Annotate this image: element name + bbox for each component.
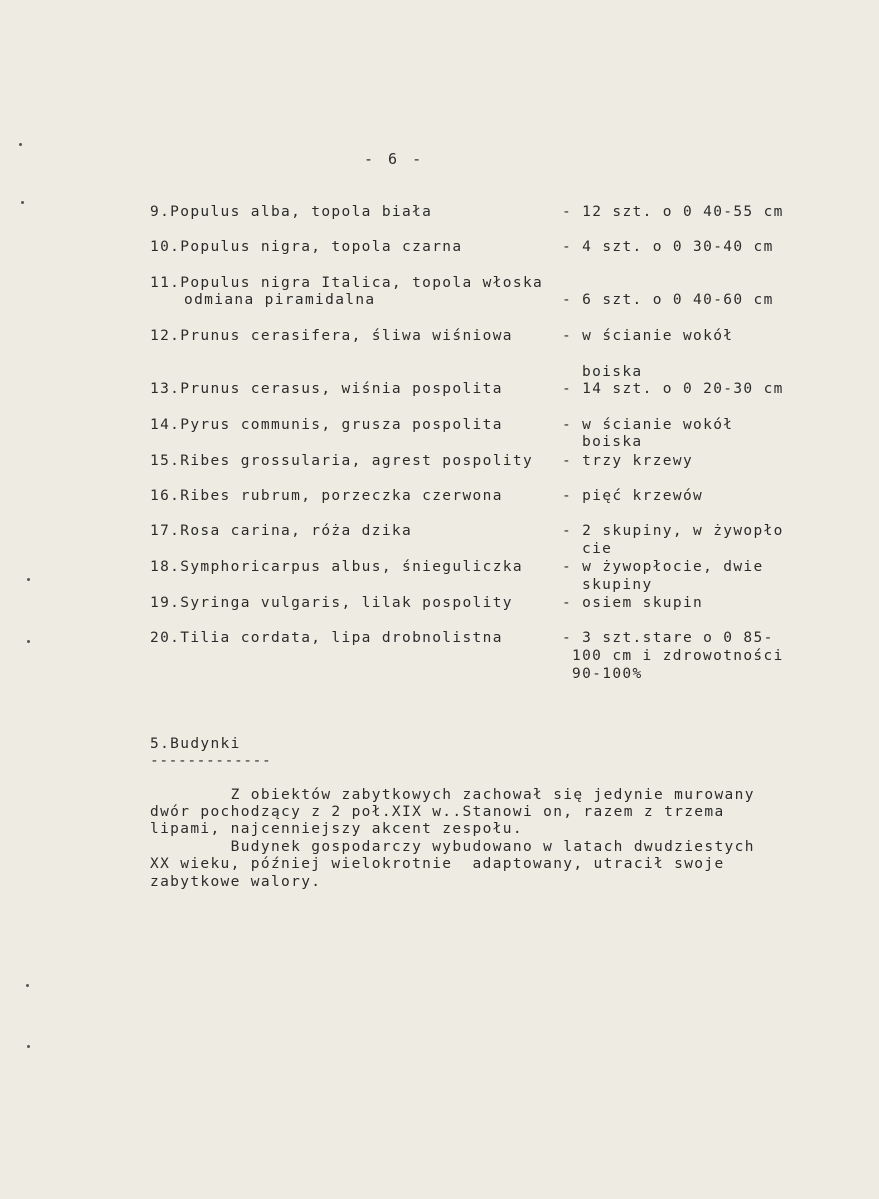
list-item-name: 19.Syringa vulgaris, lilak pospolity bbox=[150, 595, 513, 611]
list-item-detail: - w ścianie wokół bbox=[562, 417, 734, 433]
paragraph-line: zabytkowe walory. bbox=[150, 874, 322, 890]
list-item-name: 12.Prunus cerasifera, śliwa wiśniowa bbox=[150, 328, 513, 344]
list-item-detail: - trzy krzewy bbox=[562, 453, 694, 469]
list-item-detail: - 12 szt. o 0 40-55 cm bbox=[562, 204, 784, 220]
list-item-name: 15.Ribes grossularia, agrest pospolity bbox=[150, 453, 534, 469]
section-heading: 5.Budynki bbox=[150, 736, 241, 752]
list-item-detail: - 6 szt. o 0 40-60 cm bbox=[562, 292, 774, 308]
paragraph-line: Budynek gospodarczy wybudowano w latach dwudziestych bbox=[150, 839, 755, 855]
list-item-detail-continuation: cie bbox=[582, 541, 613, 557]
list-item-name-continuation: odmiana piramidalna bbox=[184, 292, 376, 308]
list-item-detail: - 4 szt. o 0 30-40 cm bbox=[562, 239, 774, 255]
list-item-detail-continuation: boiska bbox=[582, 364, 643, 380]
list-item-name: 13.Prunus cerasus, wiśnia pospolita bbox=[150, 381, 503, 397]
list-item-detail: - pięć krzewów bbox=[562, 488, 704, 504]
list-item-detail-continuation: skupiny bbox=[582, 577, 653, 593]
list-item-name: 17.Rosa carina, róża dzika bbox=[150, 523, 413, 539]
list-item-name: 10.Populus nigra, topola czarna bbox=[150, 239, 463, 255]
page-number: - 6 - bbox=[364, 150, 425, 168]
list-item-name: 20.Tilia cordata, lipa drobnolistna bbox=[150, 630, 503, 646]
margin-speck bbox=[21, 201, 24, 204]
list-item-detail: - w ścianie wokół bbox=[562, 328, 734, 344]
list-item-detail-continuation: 90-100% bbox=[572, 666, 643, 682]
margin-speck bbox=[26, 984, 29, 987]
list-item-detail: - w żywopłocie, dwie bbox=[562, 559, 764, 575]
margin-speck bbox=[19, 143, 22, 146]
list-item-name: 14.Pyrus communis, grusza pospolita bbox=[150, 417, 503, 433]
paragraph-line: lipami, najcenniejszy akcent zespołu. bbox=[150, 821, 523, 837]
list-item-name: 9.Populus alba, topola biała bbox=[150, 204, 433, 220]
list-item-detail: - 2 skupiny, w żywopło bbox=[562, 523, 784, 539]
margin-speck bbox=[27, 640, 30, 643]
margin-speck bbox=[27, 578, 30, 581]
list-item-detail: - 14 szt. o 0 20-30 cm bbox=[562, 381, 784, 397]
list-item-detail-continuation: boiska bbox=[582, 434, 643, 450]
paragraph-line: Z obiektów zabytkowych zachował się jedynie murowany bbox=[150, 787, 755, 803]
list-item-name: 11.Populus nigra Italica, topola włoska bbox=[150, 275, 544, 291]
list-item-detail-continuation: 100 cm i zdrowotności bbox=[572, 648, 784, 664]
section-underline: ------------- bbox=[150, 753, 272, 769]
list-item-name: 18.Symphoricarpus albus, śnieguliczka bbox=[150, 559, 523, 575]
list-item-detail: - 3 szt.stare o 0 85- bbox=[562, 630, 774, 646]
paragraph-line: XX wieku, później wielokrotnie adaptowany, utracił swoje bbox=[150, 856, 725, 872]
list-item-name: 16.Ribes rubrum, porzeczka czerwona bbox=[150, 488, 503, 504]
paragraph-line: dwór pochodzący z 2 poł.XIX w..Stanowi on, razem z trzema bbox=[150, 804, 725, 820]
margin-speck bbox=[27, 1045, 30, 1048]
list-item-detail: - osiem skupin bbox=[562, 595, 704, 611]
